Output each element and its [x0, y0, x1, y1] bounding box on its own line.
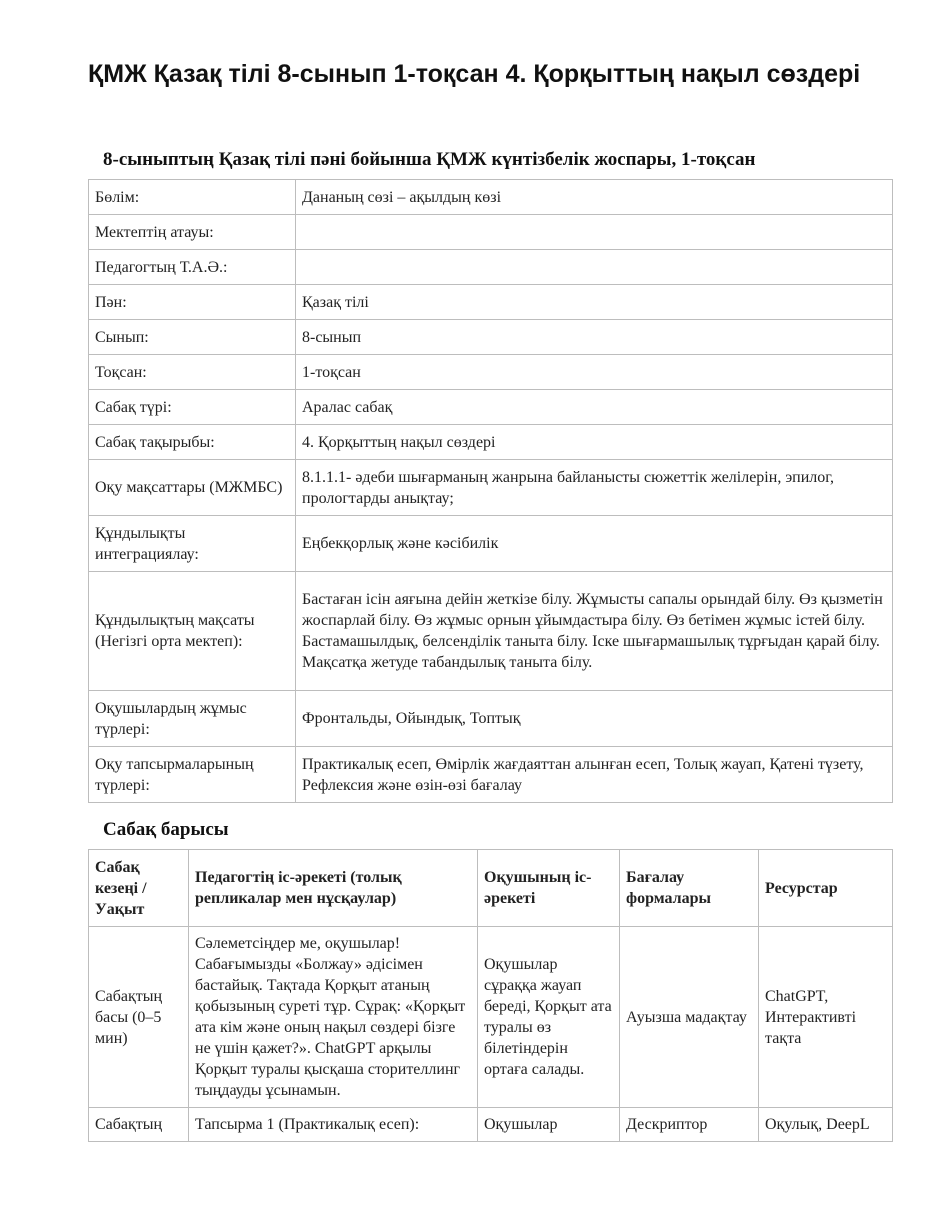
plan-heading: 8-сыныптың Қазақ тілі пәні бойынша ҚМЖ күнтізбелік жоспары, 1-тоқсан	[103, 149, 756, 170]
cell-student-activity: Оқушылар	[478, 1108, 620, 1142]
header-resources: Ресурстар	[759, 850, 893, 927]
row-label: Пән:	[89, 285, 296, 320]
row-value: Қазақ тілі	[296, 285, 893, 320]
row-value: Еңбекқорлық және кәсібилік	[296, 516, 893, 572]
table-row	[89, 215, 893, 250]
table-row	[89, 425, 893, 460]
cell-resources: ChatGPT, Интерактивті тақта	[759, 927, 893, 1108]
table-row	[89, 691, 893, 747]
table-row	[89, 516, 893, 572]
cell-teacher-activity: Сәлеметсіңдер ме, оқушылар! Сабағымызды «Болжау» әдісімен бастайық. Тақтада Қорқыт атаның қобызының суреті тұр. Сұрақ: «Қорқыт ата кім және оның нақыл сөздері бізге не үшін қажет?». ChatGPT арқылы Қорқыт туралы қысқаша сторителлинг тыңдауды ұсынамын.	[189, 927, 478, 1108]
row-label: Бөлім:	[89, 180, 296, 215]
table-row	[89, 390, 893, 425]
table-row	[89, 460, 893, 516]
table-row	[89, 1108, 893, 1142]
row-value	[296, 250, 893, 285]
row-label: Сабақ тақырыбы:	[89, 425, 296, 460]
row-label: Оқу тапсырмаларының түрлері:	[89, 747, 296, 803]
row-value: Практикалық есеп, Өмірлік жағдаяттан алынған есеп, Толық жауап, Қатені түзету, Рефлексия және өзін-өзі бағалау	[296, 747, 893, 803]
cell-stage: Сабақтың басы (0–5 мин)	[89, 927, 189, 1108]
cell-assessment: Дескриптор	[620, 1108, 759, 1142]
header-student-activity: Оқушының іс-әрекеті	[478, 850, 620, 927]
row-value	[296, 215, 893, 250]
row-label: Тоқсан:	[89, 355, 296, 390]
header-stage: Сабақ кезеңі / Уақыт	[89, 850, 189, 927]
row-label: Мектептің атауы:	[89, 215, 296, 250]
document-title: ҚМЖ Қазақ тілі 8-сынып 1-тоқсан 4. Қорқыттың нақыл сөздері	[88, 60, 861, 88]
row-value: Бастаған ісін аяғына дейін жеткізе білу. Жұмысты сапалы орындай білу. Өз қызметін жоспарлай білу. Өз жұмыс орнын ұйымдастыра білу. Өз бетімен жұмыс істей білу. Бастамашылдық, белсенділік таныта білу. Іске шығармашылық тұрғыдан қарай білу. Мақсатқа жетуде табандылық таныта білу.	[296, 572, 893, 691]
row-label: Құндылықтың мақсаты (Негізгі орта мектеп):	[89, 572, 296, 691]
table-row	[89, 747, 893, 803]
table-row	[89, 285, 893, 320]
row-value: Аралас сабақ	[296, 390, 893, 425]
header-teacher-activity: Педагогтің іс-әрекеті (толық репликалар мен нұсқаулар)	[189, 850, 478, 927]
row-label: Оқу мақсаттары (МЖМБС)	[89, 460, 296, 516]
cell-stage: Сабақтың	[89, 1108, 189, 1142]
table-row	[89, 250, 893, 285]
table-row	[89, 927, 893, 1108]
header-assessment: Бағалау формалары	[620, 850, 759, 927]
row-value: 8.1.1.1- әдеби шығарманың жанрына байланысты сюжеттік желілерін, эпилог, прологтарды анықтау;	[296, 460, 893, 516]
row-label: Сабақ түрі:	[89, 390, 296, 425]
cell-student-activity: Оқушылар сұраққа жауап береді, Қорқыт ата туралы өз білетіндерін ортаға салады.	[478, 927, 620, 1108]
row-value: 8-сынып	[296, 320, 893, 355]
cell-assessment: Ауызша мадақтау	[620, 927, 759, 1108]
table-header-row	[89, 850, 893, 927]
cell-resources: Оқулық, DeepL	[759, 1108, 893, 1142]
lesson-heading: Сабақ барысы	[103, 819, 229, 840]
lesson-table	[88, 849, 893, 1142]
table-row	[89, 320, 893, 355]
table-row	[89, 180, 893, 215]
row-label: Педагогтың Т.А.Ә.:	[89, 250, 296, 285]
cell-teacher-activity: Тапсырма 1 (Практикалық есеп):	[189, 1108, 478, 1142]
table-row	[89, 572, 893, 691]
row-label: Сынып:	[89, 320, 296, 355]
row-label: Оқушылардың жұмыс түрлері:	[89, 691, 296, 747]
row-value: Фронтальды, Ойындық, Топтық	[296, 691, 893, 747]
row-label: Құндылықты интеграциялау:	[89, 516, 296, 572]
row-value: 4. Қорқыттың нақыл сөздері	[296, 425, 893, 460]
row-value: 1-тоқсан	[296, 355, 893, 390]
plan-info-table	[88, 179, 893, 803]
row-value: Дананың сөзі – ақылдың көзі	[296, 180, 893, 215]
table-row	[89, 355, 893, 390]
